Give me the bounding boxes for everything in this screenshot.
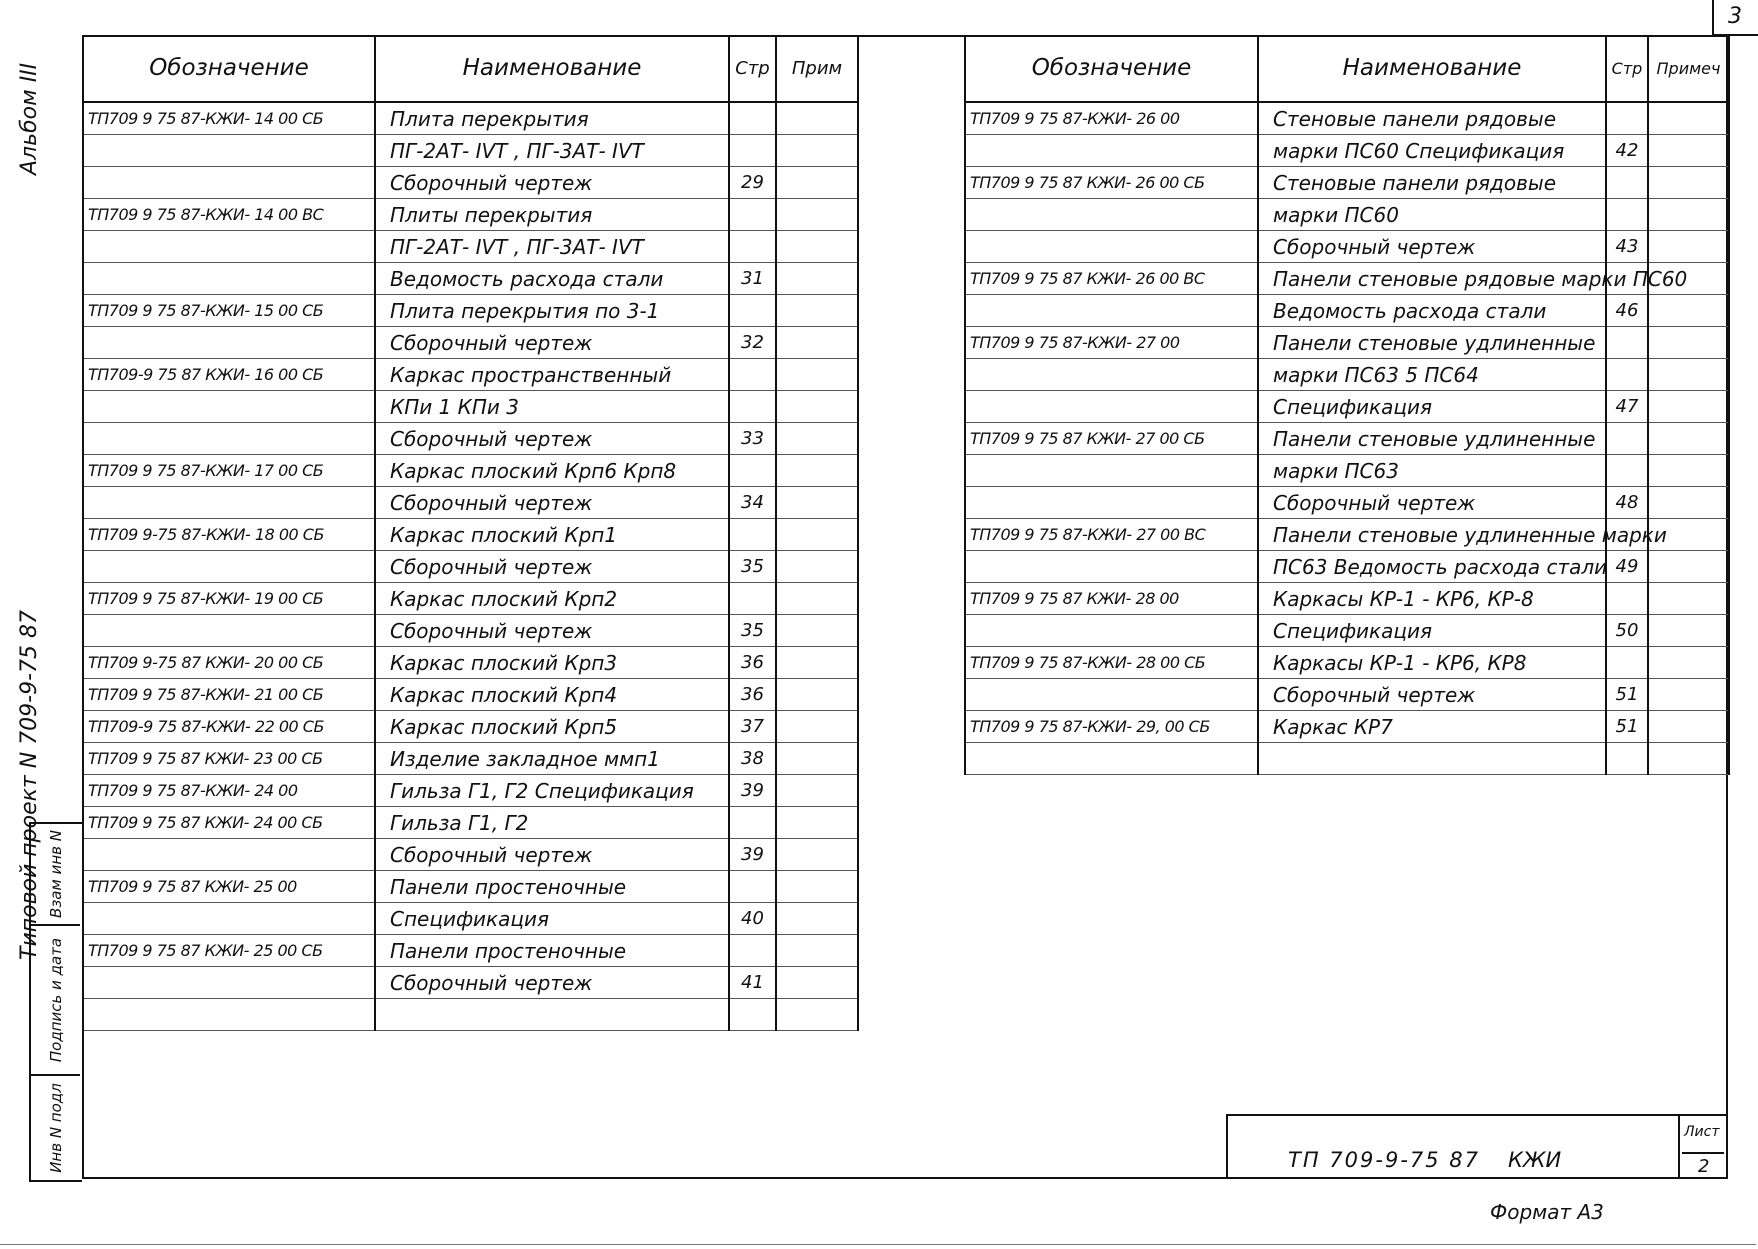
page-cell: 31 [729,263,776,295]
table-row [83,647,858,679]
name-cell: КПи 1 КПи 3 [375,391,729,423]
page-cell [1606,102,1648,135]
stamp-cell [31,1076,80,1180]
page-number-box [1712,0,1758,36]
designation-cell: ТП709 9 75 87 КЖИ- 25 00 СБ [83,935,375,967]
designation-cell [965,679,1258,711]
note-cell [776,807,858,839]
designation-cell [965,455,1258,487]
page-cell [729,999,776,1031]
page-cell: 32 [729,327,776,359]
designation-cell: ТП709 9 75 87 КЖИ- 26 00 ВС [965,263,1258,295]
note-cell [776,391,858,423]
project-side-title: Типовой проект N 709-9-75 87 [17,609,42,960]
designation-cell: ТП709 9 75 87-КЖИ- 15 00 СБ [83,295,375,327]
note-cell [776,102,858,135]
designation-cell [965,359,1258,391]
right-spec-table [964,35,1730,775]
page-cell: 36 [729,647,776,679]
designation-cell [83,135,375,167]
note-cell [776,711,858,743]
note-cell [776,583,858,615]
table-row [83,679,858,711]
note-cell [776,519,858,551]
designation-cell: ТП709 9 75 87-КЖИ- 17 00 СБ [83,455,375,487]
name-cell: Спецификация [1258,391,1606,423]
table-row [965,551,1729,583]
table-row [83,615,858,647]
table-row [965,647,1729,679]
table-row [965,231,1729,263]
page-cell [1606,455,1648,487]
name-cell: Каркас плоский Крп6 Крп8 [375,455,729,487]
designation-cell [965,551,1258,583]
note-cell [1648,327,1729,359]
page-cell [729,455,776,487]
table-row [965,167,1729,199]
table-row [965,615,1729,647]
page-cell [729,583,776,615]
page-cell [729,519,776,551]
note-cell [776,935,858,967]
page-cell: 29 [729,167,776,199]
table-row [965,487,1729,519]
note-cell [1648,135,1729,167]
page-cell [729,935,776,967]
designation-cell [83,167,375,199]
page-cell [1606,327,1648,359]
page-cell [1606,583,1648,615]
name-cell: Панели простеночные [375,871,729,903]
table-row [965,711,1729,743]
table-row [83,167,858,199]
format-label: Формат А3 [1490,1200,1604,1224]
name-cell: Панели стеновые удлиненные [1258,423,1606,455]
titleblock-mark: КЖИ [1508,1148,1562,1172]
stamp-cell [31,824,80,926]
name-cell: Сборочный чертеж [375,423,729,455]
page-cell: 42 [1606,135,1648,167]
note-cell [1648,167,1729,199]
designation-cell: ТП709 9 75 87-КЖИ- 27 00 [965,327,1258,359]
name-cell: Сборочный чертеж [375,487,729,519]
note-cell [776,167,858,199]
note-cell [1648,359,1729,391]
designation-cell [965,199,1258,231]
titleblock-divider [1678,1116,1680,1179]
table-row [83,935,858,967]
bottom-rule [0,1244,1756,1245]
header-designation: Обозначение [83,35,375,102]
name-cell: Сборочный чертеж [375,167,729,199]
table-row [965,583,1729,615]
note-cell [776,487,858,519]
name-cell: Ведомость расхода стали [375,263,729,295]
note-cell [776,743,858,775]
designation-cell: ТП709 9 75 87-КЖИ- 14 00 СБ [83,102,375,135]
designation-cell: ТП709 9-75 87 КЖИ- 20 00 СБ [83,647,375,679]
page-cell: 35 [729,551,776,583]
name-cell: Каркас плоский Крп2 [375,583,729,615]
note-cell [1648,231,1729,263]
name-cell: Сборочный чертеж [375,839,729,871]
note-cell [776,999,858,1031]
note-cell [1648,711,1729,743]
designation-cell [83,839,375,871]
table-row [83,519,858,551]
page-cell [729,102,776,135]
header-page: Стр [729,35,776,102]
note-cell [1648,455,1729,487]
note-cell [776,551,858,583]
page-cell [1606,423,1648,455]
designation-cell: ТП709 9 75 87-КЖИ- 19 00 СБ [83,583,375,615]
designation-cell [83,551,375,583]
name-cell: Каркас плоский Крп4 [375,679,729,711]
name-cell: Сборочный чертеж [375,551,729,583]
designation-cell: ТП709 9 75 87-КЖИ- 27 00 ВС [965,519,1258,551]
designation-cell [83,487,375,519]
table-row [83,135,858,167]
header-designation: Обозначение [965,35,1258,102]
table-row [83,327,858,359]
note-cell [1648,647,1729,679]
table-row [965,135,1729,167]
note-cell [1648,615,1729,647]
name-cell: Каркасы КР-1 - КР6, КР8 [1258,647,1606,679]
note-cell [776,903,858,935]
designation-cell: ТП709 9 75 87 КЖИ- 23 00 СБ [83,743,375,775]
page-cell [729,295,776,327]
name-cell: Спецификация [1258,615,1606,647]
page-cell: 48 [1606,487,1648,519]
note-cell [776,199,858,231]
name-cell: Сборочный чертеж [1258,487,1606,519]
page-cell: 43 [1606,231,1648,263]
designation-cell [83,615,375,647]
designation-cell [83,327,375,359]
table-row [83,231,858,263]
name-cell: марки ПС60 Спецификация [1258,135,1606,167]
note-cell [776,679,858,711]
name-cell [1258,743,1606,775]
table-row [965,519,1729,551]
name-cell: Каркас плоский Крп5 [375,711,729,743]
table-row [965,743,1729,775]
page-cell: 50 [1606,615,1648,647]
designation-cell [965,743,1258,775]
name-cell: Сборочный чертеж [375,615,729,647]
table-row [83,551,858,583]
table-row [83,102,858,135]
left-spec-table [82,35,859,1031]
page-cell [729,231,776,263]
designation-cell [83,967,375,999]
table-row [965,391,1729,423]
name-cell: Сборочный чертеж [375,967,729,999]
table-row [83,295,858,327]
table-row [965,102,1729,135]
designation-cell: ТП709 9 75 87-КЖИ- 26 00 [965,102,1258,135]
designation-cell: ТП709 9-75 87-КЖИ- 18 00 СБ [83,519,375,551]
header-page: Стр [1606,35,1648,102]
table-row [83,903,858,935]
sheet-label: Лист [1684,1124,1720,1140]
page-cell: 41 [729,967,776,999]
note-cell [776,231,858,263]
page-cell: 37 [729,711,776,743]
designation-cell: ТП709 9 75 87-КЖИ- 24 00 [83,775,375,807]
note-cell [776,455,858,487]
designation-cell [83,423,375,455]
note-cell [1648,423,1729,455]
table-row [83,711,858,743]
name-cell: Спецификация [375,903,729,935]
page-cell [729,871,776,903]
table-row [83,487,858,519]
designation-cell: ТП709 9 75 87 КЖИ- 24 00 СБ [83,807,375,839]
stamp-label: Инв N подл [46,1083,65,1173]
designation-cell: ТП709 9 75 87-КЖИ- 14 00 ВС [83,199,375,231]
note-cell [776,327,858,359]
note-cell [1648,551,1729,583]
table-row [83,807,858,839]
note-cell [776,295,858,327]
left-table-body [83,102,858,1031]
stamp-label: Подпись и дата [46,937,65,1063]
designation-cell: ТП709 9 75 87 КЖИ- 26 00 СБ [965,167,1258,199]
page-cell [729,135,776,167]
page-cell: 46 [1606,295,1648,327]
designation-cell: ТП709 9 75 87 КЖИ- 27 00 СБ [965,423,1258,455]
name-cell: марки ПС63 [1258,455,1606,487]
designation-cell [965,615,1258,647]
titleblock-code: ТП 709-9-75 87 [1288,1148,1481,1172]
designation-cell [965,487,1258,519]
designation-cell [965,295,1258,327]
designation-cell: ТП709 9 75 87-КЖИ- 28 00 СБ [965,647,1258,679]
note-cell [776,263,858,295]
header-note: Прим [776,35,858,102]
name-cell: Плита перекрытия [375,102,729,135]
page-cell: 36 [729,679,776,711]
page-cell: 38 [729,743,776,775]
name-cell: ПГ-2АТ- IVТ , ПГ-3АТ- IVТ [375,135,729,167]
table-row [83,263,858,295]
page-cell [1606,647,1648,679]
page-cell: 40 [729,903,776,935]
name-cell: Изделие закладное ммп1 [375,743,729,775]
name-cell: Гильза Г1, Г2 Спецификация [375,775,729,807]
note-cell [1648,743,1729,775]
note-cell [1648,295,1729,327]
page-cell: 39 [729,775,776,807]
note-cell [1648,583,1729,615]
note-cell [1648,102,1729,135]
page-cell: 49 [1606,551,1648,583]
note-cell [776,135,858,167]
table-row [83,583,858,615]
note-cell [1648,679,1729,711]
name-cell: Сборочный чертеж [1258,231,1606,263]
name-cell: ПС63 Ведомость расхода стали [1258,551,1606,583]
note-cell [776,839,858,871]
name-cell: Стеновые панели рядовые [1258,167,1606,199]
page-cell: 51 [1606,679,1648,711]
stamp-label: Взам инв N [46,830,65,918]
name-cell: Панели простеночные [375,935,729,967]
note-cell [776,775,858,807]
designation-cell [83,391,375,423]
designation-cell: ТП709-9 75 87-КЖИ- 22 00 СБ [83,711,375,743]
name-cell: Плита перекрытия по 3-1 [375,295,729,327]
page-cell [1606,167,1648,199]
album-label: Альбом III [17,62,42,175]
name-cell: Каркас плоский Крп1 [375,519,729,551]
name-cell: Панели стеновые рядовые марки ПС60 [1258,263,1606,295]
name-cell: Ведомость расхода стали [1258,295,1606,327]
title-block [1226,1114,1728,1179]
page-cell: 47 [1606,391,1648,423]
name-cell: Панели стеновые удлиненные марки [1258,519,1606,551]
designation-cell [965,391,1258,423]
name-cell: Сборочный чертеж [375,327,729,359]
table-row [83,743,858,775]
name-cell: марки ПС63 5 ПС64 [1258,359,1606,391]
page-cell [729,359,776,391]
table-row [965,199,1729,231]
note-cell [776,967,858,999]
table-row [83,359,858,391]
table-row [83,423,858,455]
header-name: Наименование [1258,35,1606,102]
name-cell [375,999,729,1031]
note-cell [776,615,858,647]
note-cell [776,359,858,391]
name-cell: Каркасы КР-1 - КР6, КР-8 [1258,583,1606,615]
table-row [83,775,858,807]
sheet-number: 2 [1698,1156,1710,1177]
page-cell: 34 [729,487,776,519]
page-cell [1606,743,1648,775]
note-cell [776,871,858,903]
note-cell [1648,199,1729,231]
designation-cell: ТП709 9 75 87 КЖИ- 25 00 [83,871,375,903]
table-header-row [965,35,1729,102]
header-name: Наименование [375,35,729,102]
designation-cell: ТП709 9 75 87-КЖИ- 21 00 СБ [83,679,375,711]
note-cell [776,647,858,679]
page-cell: 51 [1606,711,1648,743]
page-cell [729,199,776,231]
table-row [83,391,858,423]
designation-cell [83,903,375,935]
table-row [965,679,1729,711]
designation-cell [83,231,375,263]
designation-cell: ТП709 9 75 87 КЖИ- 28 00 [965,583,1258,615]
page-cell: 35 [729,615,776,647]
designation-cell: ТП709 9 75 87-КЖИ- 29, 00 СБ [965,711,1258,743]
right-table-body [965,102,1729,775]
page-cell [1606,199,1648,231]
designation-cell: ТП709-9 75 87 КЖИ- 16 00 СБ [83,359,375,391]
note-cell [1648,391,1729,423]
table-row [83,455,858,487]
page-cell [729,391,776,423]
name-cell: Плиты перекрытия [375,199,729,231]
table-row [965,295,1729,327]
table-row [83,199,858,231]
name-cell: Гильза Г1, Г2 [375,807,729,839]
table-row [965,455,1729,487]
designation-cell [965,135,1258,167]
name-cell: ПГ-2АТ- IVТ , ПГ-3АТ- IVТ [375,231,729,263]
table-row [83,999,858,1031]
table-header-row [83,35,858,102]
table-row [965,327,1729,359]
name-cell: Сборочный чертеж [1258,679,1606,711]
name-cell: Каркас пространственный [375,359,729,391]
page-cell: 33 [729,423,776,455]
approval-stamp [29,822,82,1182]
page-cell: 39 [729,839,776,871]
table-row [965,423,1729,455]
stamp-cell [31,926,80,1076]
header-note: Примеч [1648,35,1729,102]
table-row [965,359,1729,391]
table-row [83,967,858,999]
designation-cell [83,999,375,1031]
table-row [83,839,858,871]
name-cell: Панели стеновые удлиненные [1258,327,1606,359]
name-cell: марки ПС60 [1258,199,1606,231]
table-row [965,263,1729,295]
name-cell: Каркас КР7 [1258,711,1606,743]
page-cell [1606,359,1648,391]
name-cell: Каркас плоский Крп3 [375,647,729,679]
note-cell [1648,487,1729,519]
note-cell [776,423,858,455]
page-number: 3 [1728,4,1742,29]
name-cell: Стеновые панели рядовые [1258,102,1606,135]
page-cell [729,807,776,839]
designation-cell [965,231,1258,263]
designation-cell [83,263,375,295]
table-row [83,871,858,903]
